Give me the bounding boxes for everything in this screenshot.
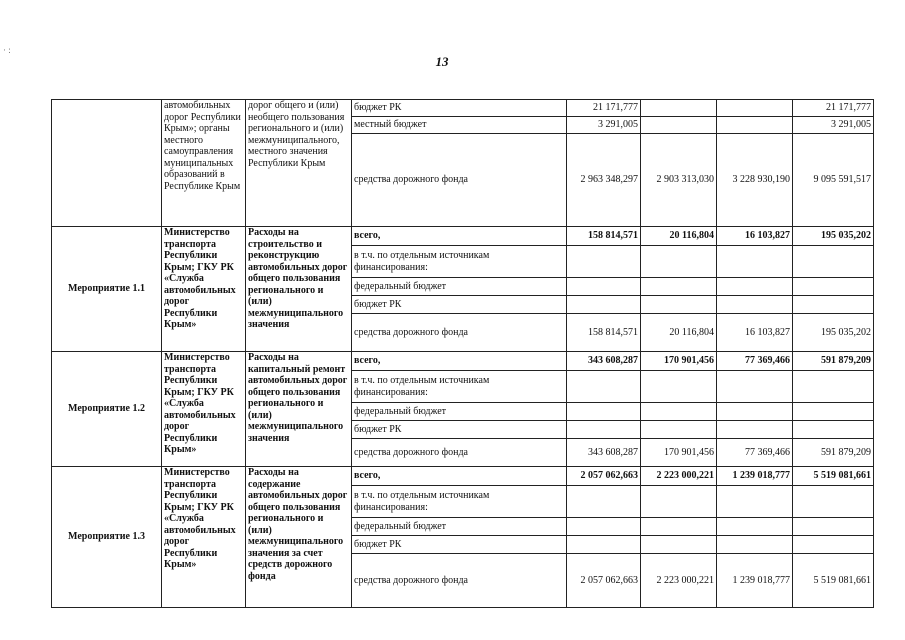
source-cell: бюджет РК bbox=[352, 421, 567, 439]
total-cell: 5 519 081,661 bbox=[793, 467, 874, 486]
value-cell bbox=[567, 246, 641, 278]
source-cell: федеральный бюджет bbox=[352, 403, 567, 421]
value-cell: 1 239 018,777 bbox=[717, 554, 793, 608]
page-number: 13 bbox=[435, 54, 449, 69]
value-cell bbox=[641, 117, 717, 134]
event-cell bbox=[52, 100, 162, 227]
value-cell bbox=[641, 296, 717, 314]
value-cell: 77 369,466 bbox=[717, 439, 793, 467]
value-cell: 2 903 313,030 bbox=[641, 134, 717, 227]
description-cell: Расходы на строительство и реконструкцию автомобильных дорог общего пользования регионального и (или) межмуниципального значения bbox=[246, 227, 352, 352]
value-cell bbox=[641, 403, 717, 421]
scan-marks: · : bbox=[3, 45, 11, 55]
source-cell: средства дорожного фонда bbox=[352, 134, 567, 227]
value-cell bbox=[717, 518, 793, 536]
value-cell bbox=[641, 421, 717, 439]
total-cell bbox=[793, 518, 874, 536]
total-cell: 21 171,777 bbox=[793, 100, 874, 117]
value-cell bbox=[641, 246, 717, 278]
budget-table bbox=[51, 99, 874, 608]
total-cell bbox=[793, 421, 874, 439]
description-cell: дорог общего и (или) необщего пользования регионального и (или) межмуниципального, местного значения Республики Крым bbox=[246, 100, 352, 227]
total-cell: 591 879,209 bbox=[793, 352, 874, 371]
value-cell bbox=[641, 518, 717, 536]
total-cell: 195 035,202 bbox=[793, 314, 874, 352]
value-cell bbox=[641, 100, 717, 117]
source-cell: средства дорожного фонда bbox=[352, 554, 567, 608]
table-row bbox=[52, 100, 874, 117]
event-name-cell: Мероприятие 1.2 bbox=[52, 352, 162, 467]
source-cell: федеральный бюджет bbox=[352, 278, 567, 296]
total-cell bbox=[793, 403, 874, 421]
value-cell: 2 963 348,297 bbox=[567, 134, 641, 227]
table-row bbox=[52, 227, 874, 246]
value-cell: 20 116,804 bbox=[641, 227, 717, 246]
source-cell: всего, bbox=[352, 467, 567, 486]
executor-cell: Министерство транспорта Республики Крым; ГКУ РК «Служба автомобильных дорог Республики Крым» bbox=[162, 467, 246, 608]
value-cell: 2 057 062,663 bbox=[567, 554, 641, 608]
total-cell bbox=[793, 486, 874, 518]
source-cell: средства дорожного фонда bbox=[352, 439, 567, 467]
total-cell: 5 519 081,661 bbox=[793, 554, 874, 608]
value-cell bbox=[717, 296, 793, 314]
source-cell: местный бюджет bbox=[352, 117, 567, 134]
value-cell: 20 116,804 bbox=[641, 314, 717, 352]
value-cell bbox=[567, 403, 641, 421]
value-cell: 343 608,287 bbox=[567, 352, 641, 371]
total-cell: 591 879,209 bbox=[793, 439, 874, 467]
value-cell bbox=[641, 278, 717, 296]
value-cell bbox=[717, 117, 793, 134]
source-cell: всего, bbox=[352, 352, 567, 371]
executor-cell: автомобильных дорог Республики Крым»; органы местного самоуправления муниципальных образований в Республике Крым bbox=[162, 100, 246, 227]
value-cell: 170 901,456 bbox=[641, 439, 717, 467]
total-cell bbox=[793, 246, 874, 278]
total-cell: 9 095 591,517 bbox=[793, 134, 874, 227]
value-cell: 1 239 018,777 bbox=[717, 467, 793, 486]
value-cell: 158 814,571 bbox=[567, 227, 641, 246]
value-cell bbox=[717, 486, 793, 518]
value-cell bbox=[717, 371, 793, 403]
source-cell: в т.ч. по отдельным источникам финансирования: bbox=[352, 486, 567, 518]
executor-cell: Министерство транспорта Республики Крым; ГКУ РК «Служба автомобильных дорог Республики Крым» bbox=[162, 227, 246, 352]
source-cell: всего, bbox=[352, 227, 567, 246]
description-cell: Расходы на капитальный ремонт автомобильных дорог общего пользования регионального и (или) межмуниципального значения bbox=[246, 352, 352, 467]
value-cell bbox=[717, 246, 793, 278]
value-cell: 77 369,466 bbox=[717, 352, 793, 371]
table-row bbox=[52, 352, 874, 371]
value-cell bbox=[641, 536, 717, 554]
total-cell: 195 035,202 bbox=[793, 227, 874, 246]
value-cell: 343 608,287 bbox=[567, 439, 641, 467]
value-cell bbox=[717, 536, 793, 554]
source-cell: бюджет РК bbox=[352, 536, 567, 554]
value-cell bbox=[717, 278, 793, 296]
value-cell: 16 103,827 bbox=[717, 314, 793, 352]
source-cell: в т.ч. по отдельным источникам финансирования: bbox=[352, 371, 567, 403]
value-cell: 158 814,571 bbox=[567, 314, 641, 352]
value-cell bbox=[567, 536, 641, 554]
total-cell bbox=[793, 371, 874, 403]
value-cell bbox=[567, 421, 641, 439]
value-cell bbox=[641, 371, 717, 403]
event-name-cell: Мероприятие 1.1 bbox=[52, 227, 162, 352]
value-cell bbox=[567, 296, 641, 314]
total-cell bbox=[793, 278, 874, 296]
value-cell bbox=[717, 421, 793, 439]
source-cell: бюджет РК bbox=[352, 100, 567, 117]
value-cell bbox=[641, 486, 717, 518]
executor-cell: Министерство транспорта Республики Крым; ГКУ РК «Служба автомобильных дорог Республики Крым» bbox=[162, 352, 246, 467]
total-cell: 3 291,005 bbox=[793, 117, 874, 134]
value-cell: 2 057 062,663 bbox=[567, 467, 641, 486]
source-cell: в т.ч. по отдельным источникам финансирования: bbox=[352, 246, 567, 278]
total-cell bbox=[793, 296, 874, 314]
value-cell bbox=[717, 100, 793, 117]
table-row bbox=[52, 467, 874, 486]
value-cell bbox=[717, 403, 793, 421]
source-cell: федеральный бюджет bbox=[352, 518, 567, 536]
source-cell: средства дорожного фонда bbox=[352, 314, 567, 352]
value-cell: 3 228 930,190 bbox=[717, 134, 793, 227]
source-cell: бюджет РК bbox=[352, 296, 567, 314]
value-cell: 2 223 000,221 bbox=[641, 554, 717, 608]
value-cell: 16 103,827 bbox=[717, 227, 793, 246]
value-cell: 3 291,005 bbox=[567, 117, 641, 134]
value-cell bbox=[567, 371, 641, 403]
value-cell: 170 901,456 bbox=[641, 352, 717, 371]
event-name-cell: Мероприятие 1.3 bbox=[52, 467, 162, 608]
value-cell: 21 171,777 bbox=[567, 100, 641, 117]
total-cell bbox=[793, 536, 874, 554]
value-cell bbox=[567, 278, 641, 296]
value-cell bbox=[567, 486, 641, 518]
description-cell: Расходы на содержание автомобильных дорог общего пользования регионального и (или) межмуниципального значения за счет средств дорожного фонда bbox=[246, 467, 352, 608]
value-cell: 2 223 000,221 bbox=[641, 467, 717, 486]
value-cell bbox=[567, 518, 641, 536]
